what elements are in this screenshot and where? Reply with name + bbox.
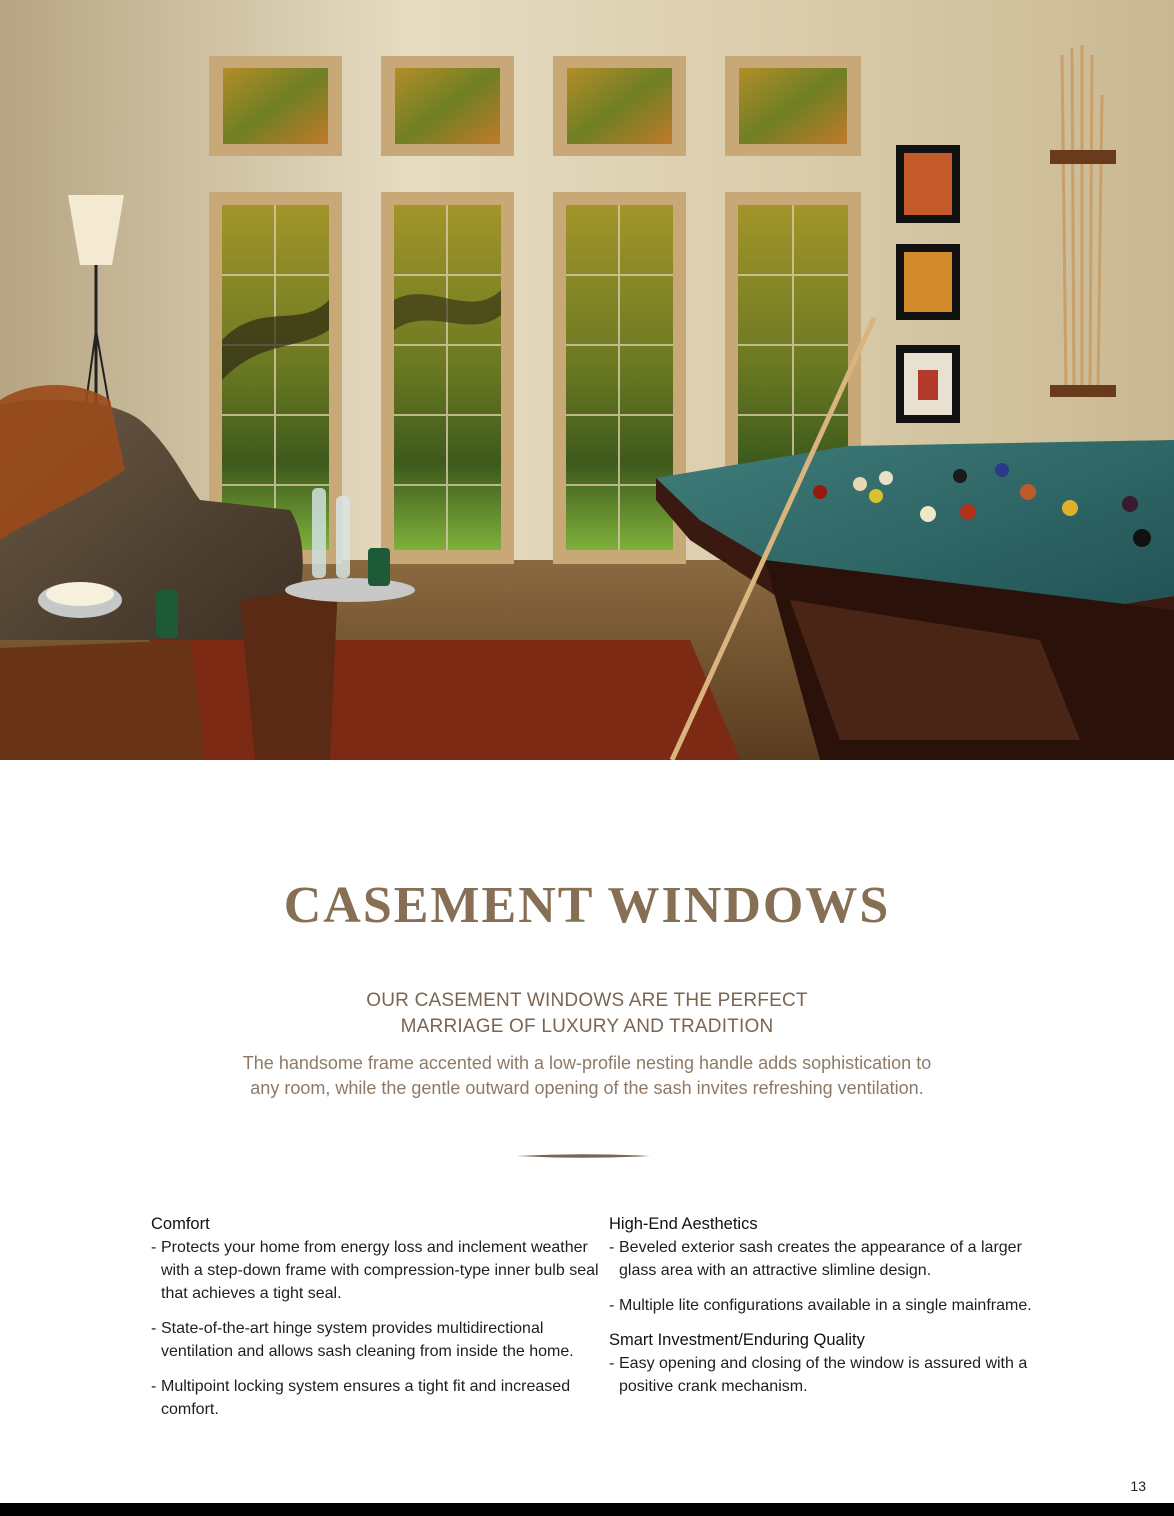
feature-item: - State-of-the-art hinge system provides multidirectional ventilation and allows sash cleaning from inside the home.	[151, 1317, 601, 1363]
feature-item: - Multiple lite configurations available in a single mainframe.	[609, 1294, 1039, 1317]
feature-list-comfort	[151, 1236, 601, 1421]
features-right-column	[609, 1213, 1039, 1410]
feature-item: - Easy opening and closing of the window is assured with a positive crank mechanism.	[609, 1352, 1039, 1398]
feature-list-investment	[609, 1352, 1039, 1398]
subtitle-line-1: OUR CASEMENT WINDOWS ARE THE PERFECT	[366, 990, 808, 1011]
wall-posters	[896, 145, 960, 423]
intro-line-2: any room, while the gentle outward opening of the sash invites refreshing ventilation.	[250, 1078, 924, 1098]
intro-paragraph	[160, 1051, 1014, 1101]
subtitle-line-2: MARRIAGE OF LUXURY AND TRADITION	[400, 1016, 774, 1037]
feature-item: - Multipoint locking system ensures a tight fit and increased comfort.	[151, 1375, 601, 1421]
feature-item: - Beveled exterior sash creates the appearance of a larger glass area with an attractive slimline design.	[609, 1236, 1039, 1282]
feature-heading-comfort: Comfort	[151, 1215, 210, 1233]
feature-heading-aesthetics: High-End Aesthetics	[609, 1215, 758, 1233]
feature-heading-investment: Smart Investment/Enduring Quality	[609, 1331, 865, 1349]
feature-list-aesthetics	[609, 1236, 1039, 1317]
divider-ornament	[516, 1150, 650, 1162]
bottom-bar	[0, 1503, 1174, 1516]
features-left-column	[151, 1213, 601, 1433]
feature-item: - Protects your home from energy loss and inclement weather with a step-down frame with compression-type inner bulb seal that achieves a tight seal.	[151, 1236, 601, 1305]
feature-group-investment	[609, 1329, 1039, 1398]
section-subtitle	[0, 988, 1174, 1040]
intro-line-1: The handsome frame accented with a low-profile nesting handle adds sophistication to	[242, 1053, 932, 1073]
feature-group-comfort	[151, 1213, 601, 1421]
page-title: CASEMENT WINDOWS	[283, 877, 891, 934]
page-number: 13	[1130, 1478, 1146, 1494]
feature-group-aesthetics	[609, 1213, 1039, 1317]
